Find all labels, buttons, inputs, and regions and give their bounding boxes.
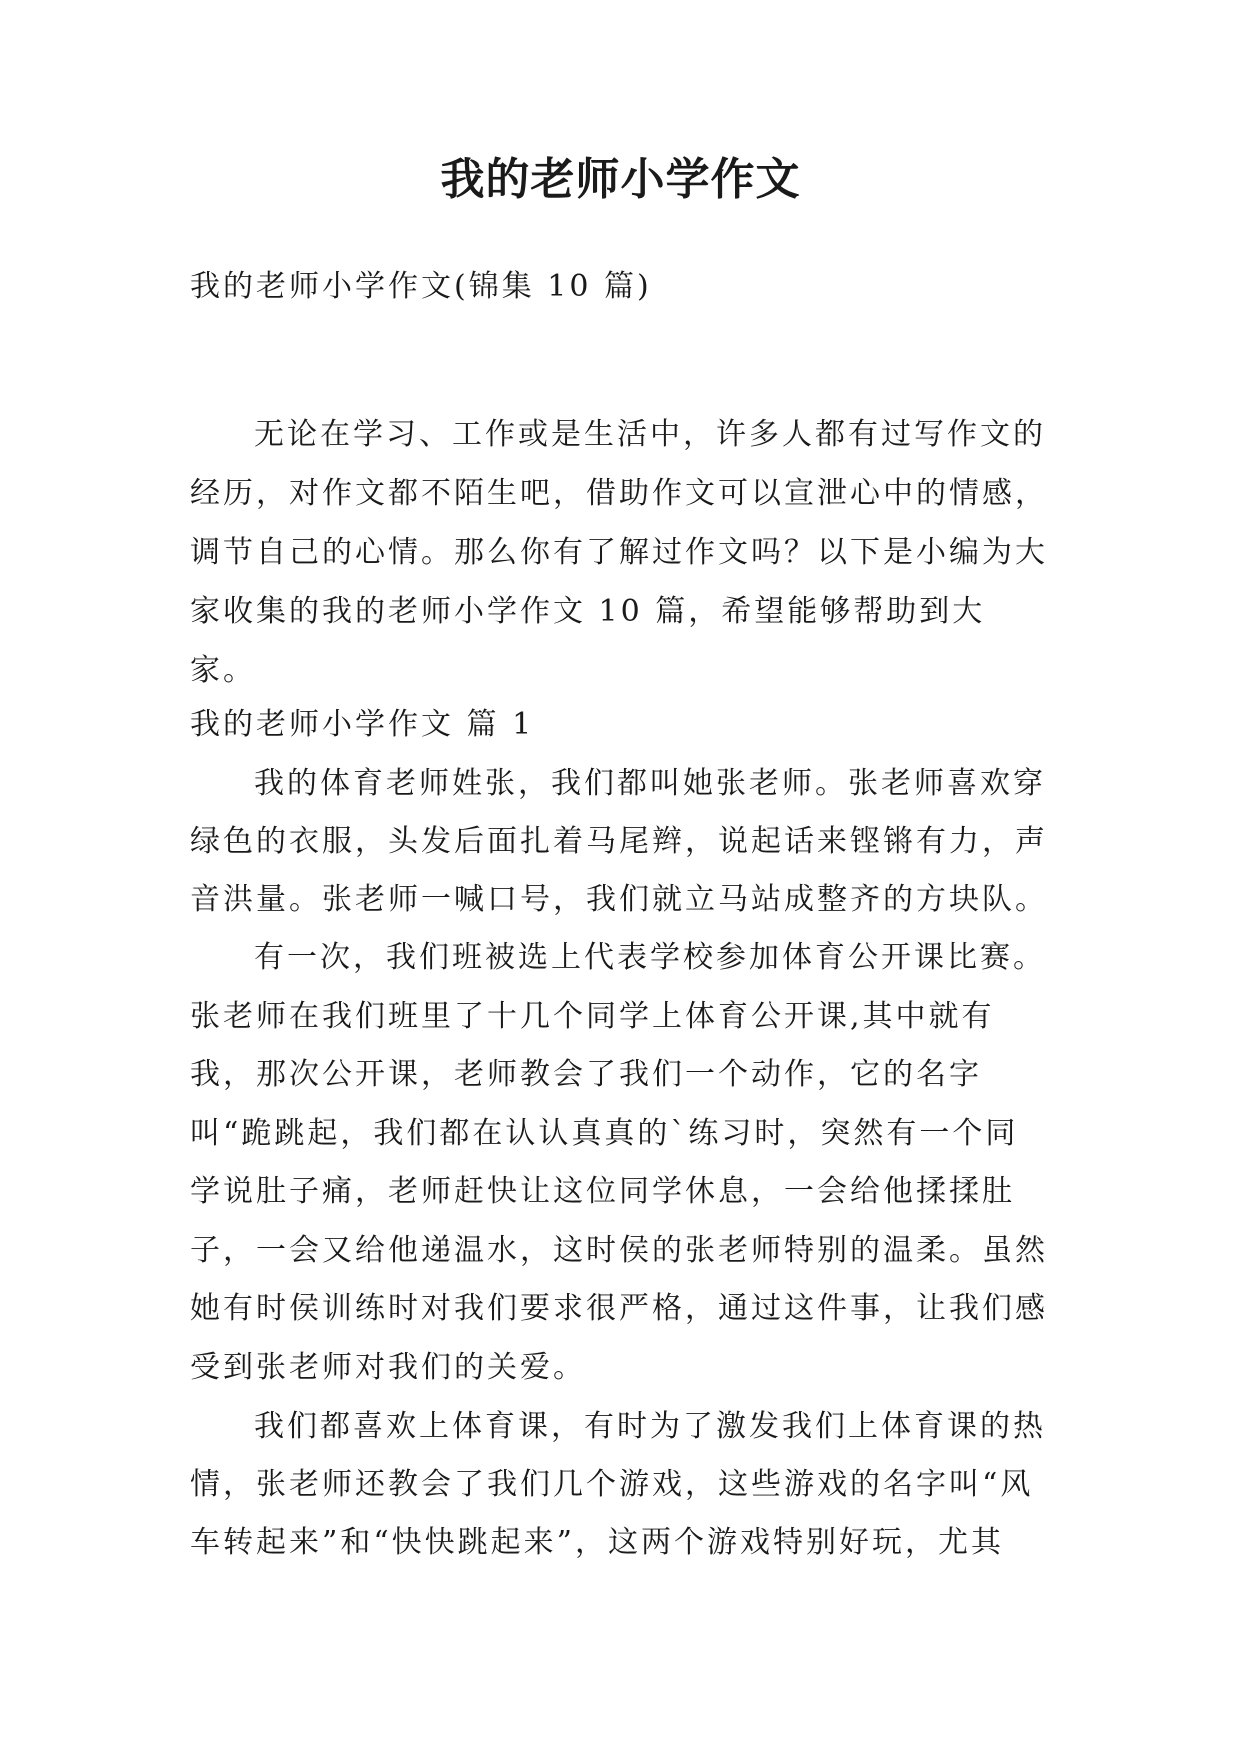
- document-subtitle: 我的老师小学作文(锦集 10 篇): [190, 269, 652, 304]
- section-heading: 我的老师小学作文 篇 1: [190, 707, 535, 742]
- body-paragraph: 有一次，我们班被选上代表学校参加体育公开课比赛。张老师在我们班里了十几个同学上体育公开课,其中就有我，那次公开课，老师教会了我们一个动作，它的名字叫“跪跳起，我们都在认认真真的`练习时，突然有一个同学说肚子痛，老师赶快让这位同学休息，一会给他揉揉肚子，一会又给他递温水，这时侯的张老师特别的温柔。虽然她有时侯训练时对我们要求很严格，通过这件事，让我们感受到张老师对我们的关爱。: [190, 940, 1048, 1385]
- body-paragraph: 我们都喜欢上体育课，有时为了激发我们上体育课的热情，张老师还教会了我们几个游戏，这些游戏的名字叫“风车转起来”和“快快跳起来”，这两个游戏特别好玩，尤其: [190, 1409, 1046, 1560]
- intro-paragraph: 无论在学习、工作或是生活中，许多人都有过写作文的经历，对作文都不陌生吧，借助作文可以宣泄心中的情感，调节自己的心情。那么你有了解过作文吗？以下是小编为大家收集的我的老师小学作文 10 篇，希望能够帮助到大家。: [190, 417, 1048, 688]
- document-title: 我的老师小学作文: [440, 154, 801, 205]
- body-paragraph: 我的体育老师姓张，我们都叫她张老师。张老师喜欢穿绿色的衣服，头发后面扎着马尾辫，说起话来铿锵有力，声音洪量。张老师一喊口号，我们就立马站成整齐的方块队。: [190, 766, 1048, 917]
